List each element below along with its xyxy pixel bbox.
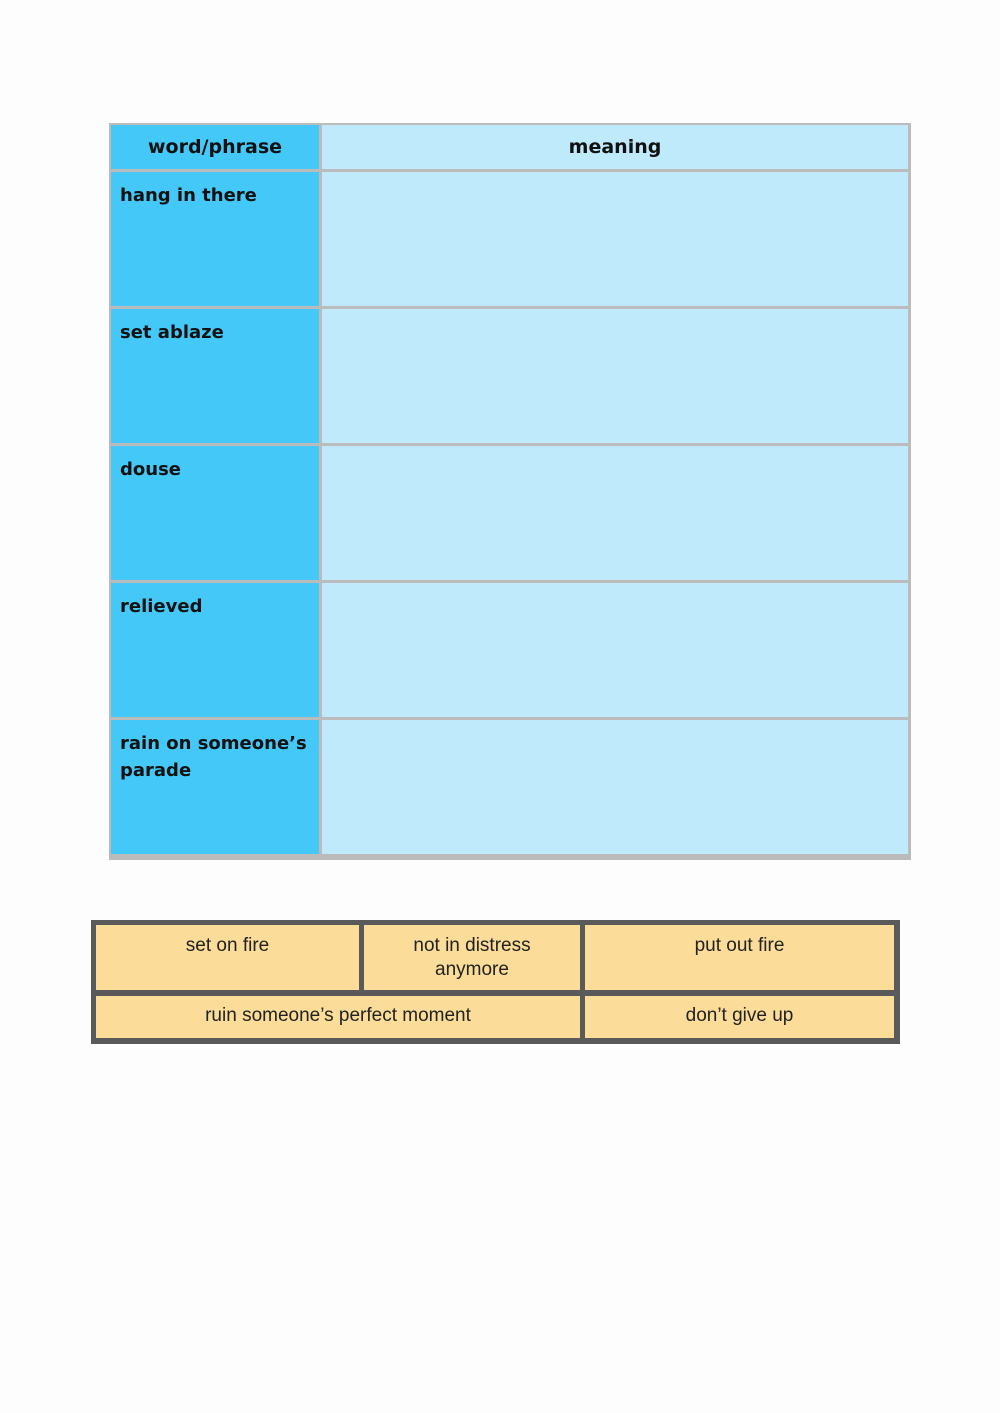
meaning-drop-zone-5[interactable]	[322, 720, 908, 854]
answer-chip-put-out-fire[interactable]: put out fire	[585, 925, 894, 990]
meaning-drop-zone-3[interactable]	[322, 446, 908, 580]
word-cell-relieved: relieved	[111, 583, 319, 717]
answer-chip-ruin-perfect-moment[interactable]: ruin someone’s perfect moment	[96, 996, 580, 1038]
answer-bank	[91, 920, 900, 1044]
meaning-drop-zone-1[interactable]	[322, 172, 908, 306]
header-word-phrase: word/phrase	[111, 125, 319, 169]
meaning-drop-zone-4[interactable]	[322, 583, 908, 717]
word-cell-set-ablaze: set ablaze	[111, 309, 319, 443]
answer-chip-dont-give-up[interactable]: don’t give up	[585, 996, 894, 1038]
word-cell-rain-on-someones-parade: rain on someone’s parade	[111, 720, 319, 854]
word-cell-hang-in-there: hang in there	[111, 172, 319, 306]
answer-chip-not-in-distress[interactable]: not in distress anymore	[364, 925, 580, 990]
vocabulary-table	[109, 123, 911, 860]
answer-chip-set-on-fire[interactable]: set on fire	[96, 925, 359, 990]
header-meaning: meaning	[322, 125, 908, 169]
meaning-drop-zone-2[interactable]	[322, 309, 908, 443]
word-cell-douse: douse	[111, 446, 319, 580]
